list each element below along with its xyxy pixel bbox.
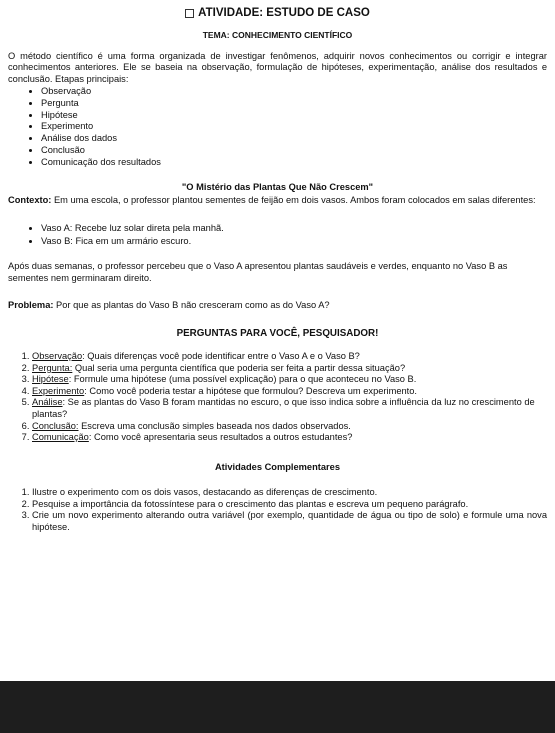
complement-title: Atividades Complementares [214, 461, 341, 472]
questions-title: PERGUNTAS PARA VOCÊ, PESQUISADOR! [176, 327, 379, 339]
context-text: Em uma escola, o professor plantou sementes de feijão em dois vasos. Ambos foram colocados em salas diferentes: [51, 195, 536, 206]
theme-heading: TEMA: CONHECIMENTO CIENTÍFICO [202, 30, 353, 41]
list-item: • Conclusão [41, 145, 547, 157]
question-term: Observação [32, 351, 83, 362]
after-paragraph: Após duas semanas, o professor percebeu que o Vaso A apresentou plantas saudáveis e verdes, enquanto no Vaso B as sementes nem germinaram direito. [8, 261, 508, 283]
question-term: Análise [32, 397, 63, 408]
question-text: : Se as plantas do Vaso B foram mantidas no escuro, o que isso indica sobre a influência da luz no crescimento de plantas? [32, 397, 535, 420]
question-term: Experimento [32, 385, 85, 396]
question-text: : Como você apresentaria seus resultados a outros estudantes? [88, 432, 353, 443]
story-title: "O Mistério das Plantas Que Não Crescem" [181, 181, 374, 192]
list-item: 3. Crie um novo experimento alterando outra variável (por exemplo, quantidade de água ou tipo de solo) e formule uma nova hipótese. [32, 510, 547, 533]
question-item [32, 397, 547, 420]
question-text: Qual seria uma pergunta científica que poderia ser feita a partir dessa situação? [72, 362, 406, 373]
complement-list [8, 487, 547, 533]
context-paragraph [8, 195, 547, 206]
question-item [32, 351, 547, 363]
list-item: • Experimento [41, 121, 547, 133]
list-item: • Comunicação dos resultados [41, 157, 547, 169]
context-label: Contexto: [8, 195, 52, 206]
title-text: ATIVIDADE: ESTUDO DE CASO [198, 7, 370, 19]
problem-paragraph [8, 300, 547, 311]
list-item: 1. Ilustre o experimento com os dois vasos, destacando as diferenças de crescimento. [32, 487, 547, 499]
list-item: 2. Pesquise a importância da fotossíntese para o crescimento das plantas e escreva um pequeno parágrafo. [32, 499, 547, 511]
intro-paragraph: O método científico é uma forma organizada de investigar fenômenos, adquirir novos conhecimentos ou corrigir e integrar conhecimentos anteriores. Ele se baseia na observação, formulação de hipóteses, experimentação, análise dos resultados e conclusão. Etapas principais: [8, 50, 547, 84]
question-item [32, 421, 547, 433]
question-term: Conclusão: [32, 420, 79, 431]
steps-list [8, 86, 547, 169]
document-title [8, 8, 547, 19]
question-term: Hipótese [32, 374, 69, 385]
list-item: • Pergunta [41, 98, 547, 110]
questions-list [8, 351, 547, 444]
question-item [32, 374, 547, 386]
checkbox-icon [185, 9, 194, 18]
question-item [32, 432, 547, 444]
list-item: • Observação [41, 86, 547, 98]
question-item [32, 363, 547, 375]
question-term: Pergunta: [32, 362, 73, 373]
question-item [32, 386, 547, 398]
list-item: • Hipótese [41, 110, 547, 122]
question-text: : Como você poderia testar a hipótese que formulou? Descreva um experimento. [84, 385, 417, 396]
question-text: : Formule uma hipótese (uma possível explicação) para o que aconteceu no Vaso B. [68, 374, 417, 385]
vasos-list [8, 222, 547, 247]
problem-label: Problema: [8, 300, 54, 311]
problem-text: Por que as plantas do Vaso B não cresceram como as do Vaso A? [53, 300, 330, 311]
list-item: • Análise dos dados [41, 133, 547, 145]
question-text: Escreva uma conclusão simples baseada nos dados observados. [78, 420, 351, 431]
question-term: Comunicação [32, 432, 89, 443]
list-item: • Vaso B: Fica em um armário escuro. [41, 235, 547, 248]
question-text: : Quais diferenças você pode identificar entre o Vaso A e o Vaso B? [82, 351, 360, 362]
list-item: • Vaso A: Recebe luz solar direta pela manhã. [41, 222, 547, 235]
